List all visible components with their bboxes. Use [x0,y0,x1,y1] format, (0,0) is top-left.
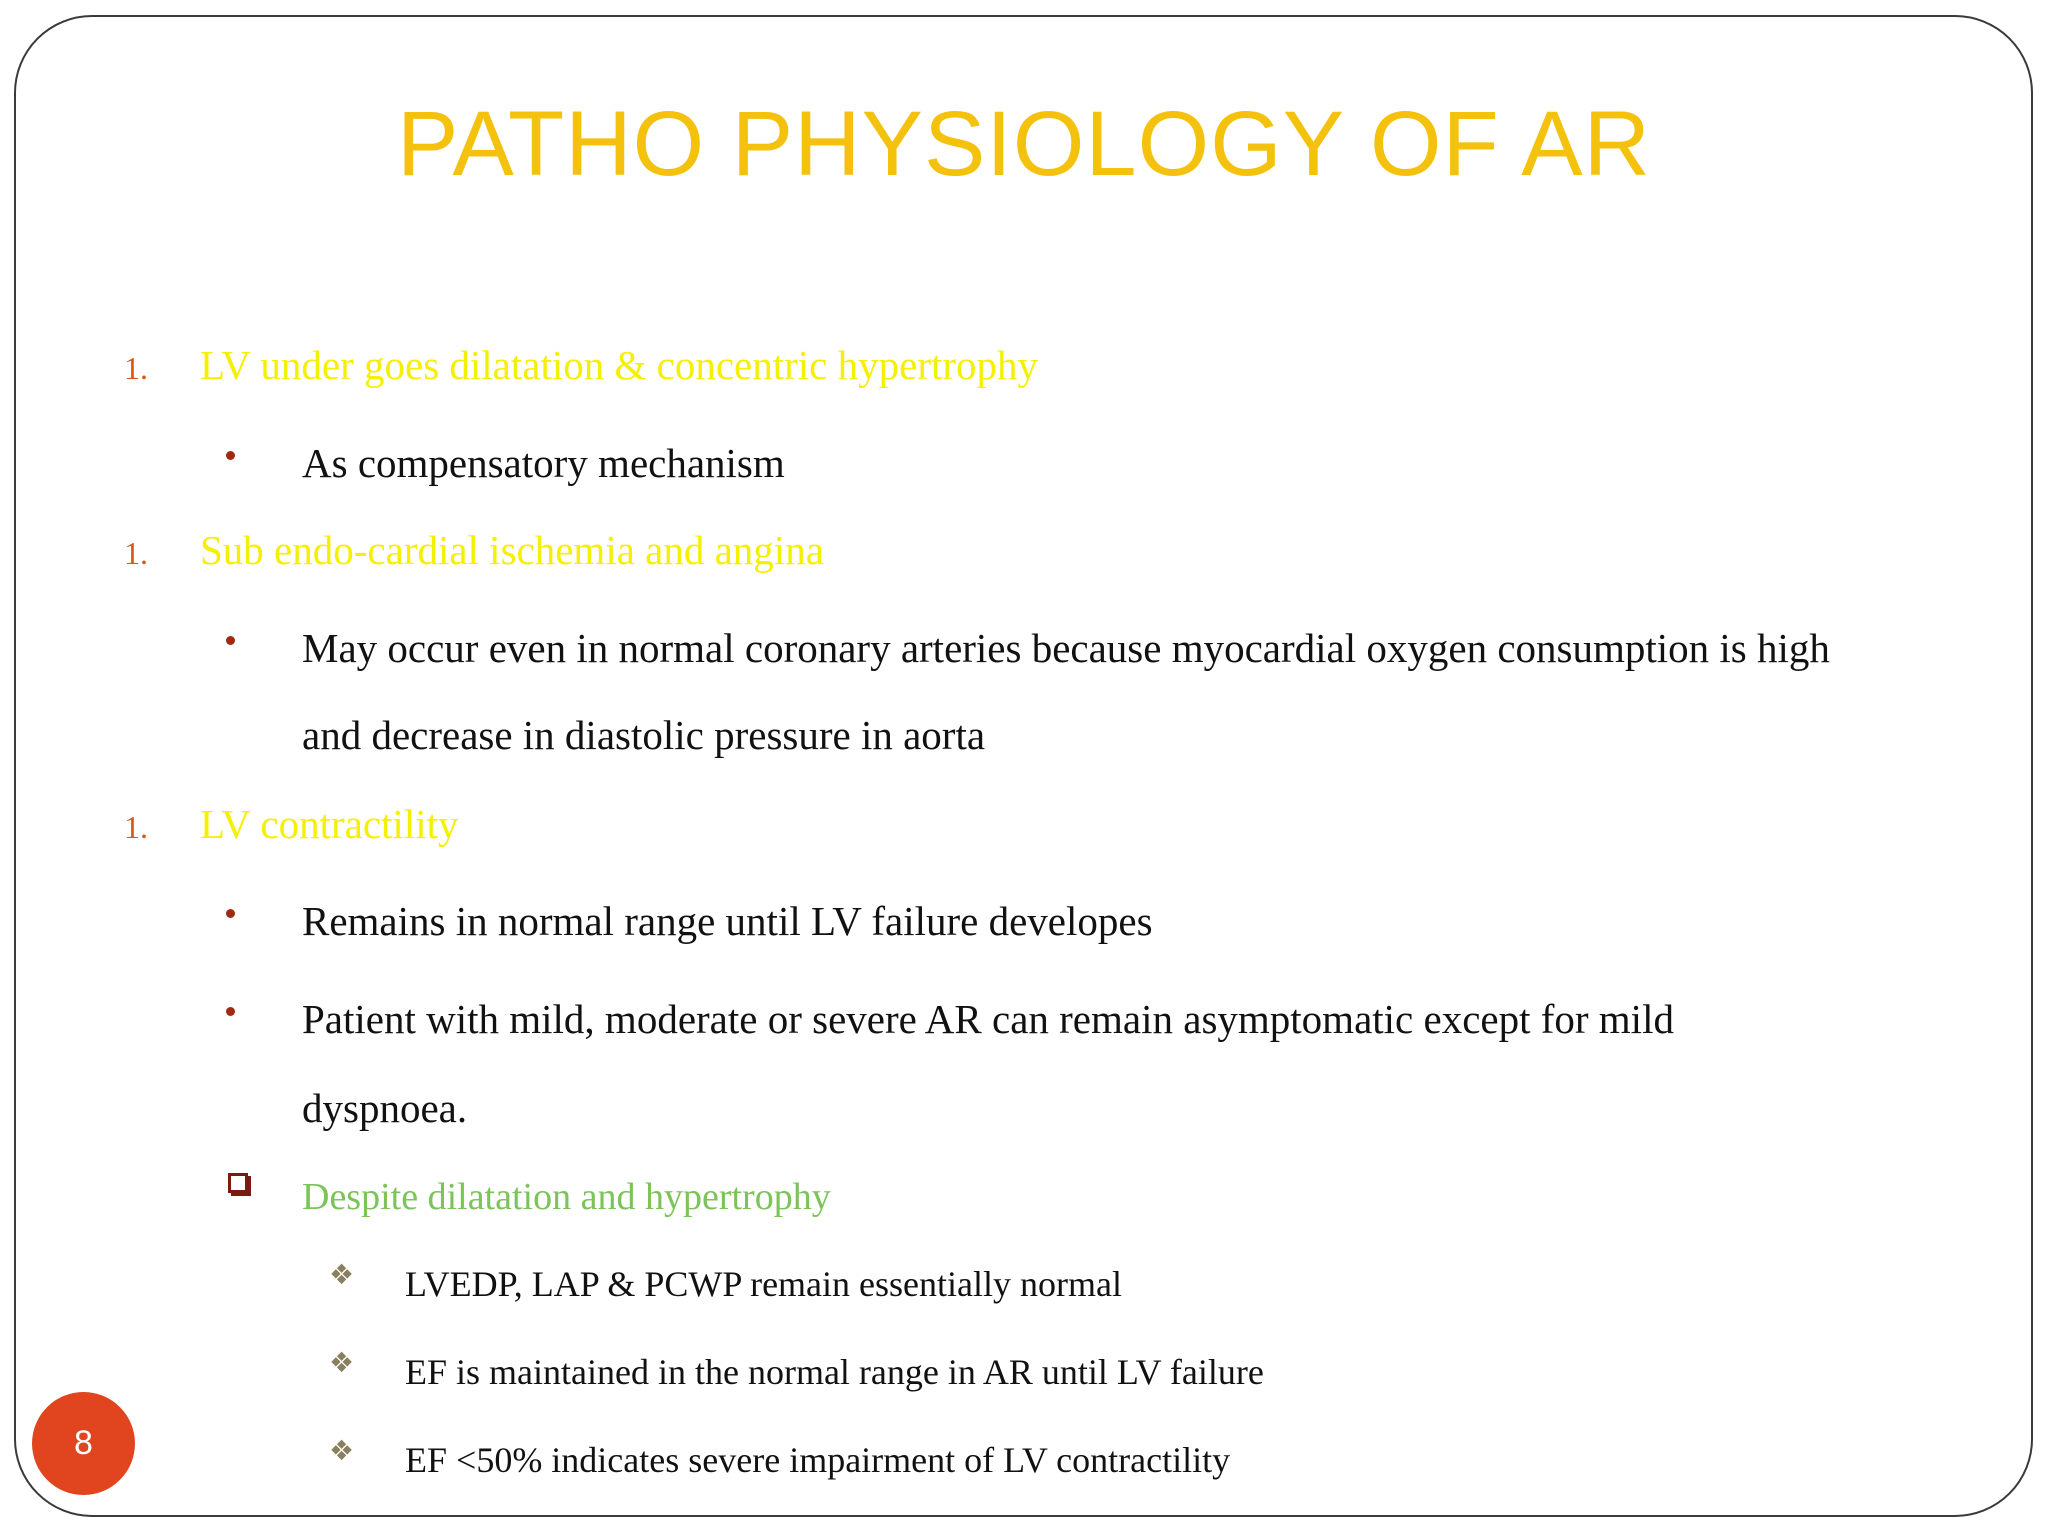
section-3-number: 1. [124,809,148,845]
section-1-number: 1. [124,350,148,386]
bullet-icon [226,451,235,460]
subheading: Despite dilatation and hypertrophy [302,1176,831,1218]
slide-title: PATHO PHYSIOLOGY OF AR [396,93,1652,195]
sub-point-2: EF is maintained in the normal range in AR until LV failure [405,1352,1264,1392]
section-3-heading: LV contractility [200,801,459,847]
bullet-icon [226,1007,235,1016]
bullet-icon [226,636,235,645]
sub-point-3: EF <50% indicates severe impairment of LV contractility [405,1440,1231,1480]
page-number-badge: 8 [32,1392,135,1495]
section-1-heading: LV under goes dilatation & concentric hypertrophy [200,342,1039,388]
section-3-bullet-2: Patient with mild, moderate or severe AR can remain asymptomatic except for mild [302,996,1674,1042]
section-2-heading: Sub endo-cardial ischemia and angina [200,527,824,573]
section-2-bullet-1: May occur even in normal coronary arteries because myocardial oxygen consumption is high [302,625,1830,671]
section-2-bullet-1-continued: and decrease in diastolic pressure in aorta [302,712,986,758]
section-3-bullet-1: Remains in normal range until LV failure developes [302,898,1153,944]
section-1-bullet-1: As compensatory mechanism [302,440,785,486]
diamond-bullet-icon: ❖ [329,1434,355,1467]
checkbox-square-icon [228,1173,248,1193]
section-2-number: 1. [124,535,148,571]
diamond-bullet-icon: ❖ [329,1258,355,1291]
bullet-icon [226,909,235,918]
section-3-bullet-2-continued: dyspnoea. [302,1085,468,1131]
sub-point-1: LVEDP, LAP & PCWP remain essentially normal [405,1264,1122,1304]
diamond-bullet-icon: ❖ [329,1346,355,1379]
